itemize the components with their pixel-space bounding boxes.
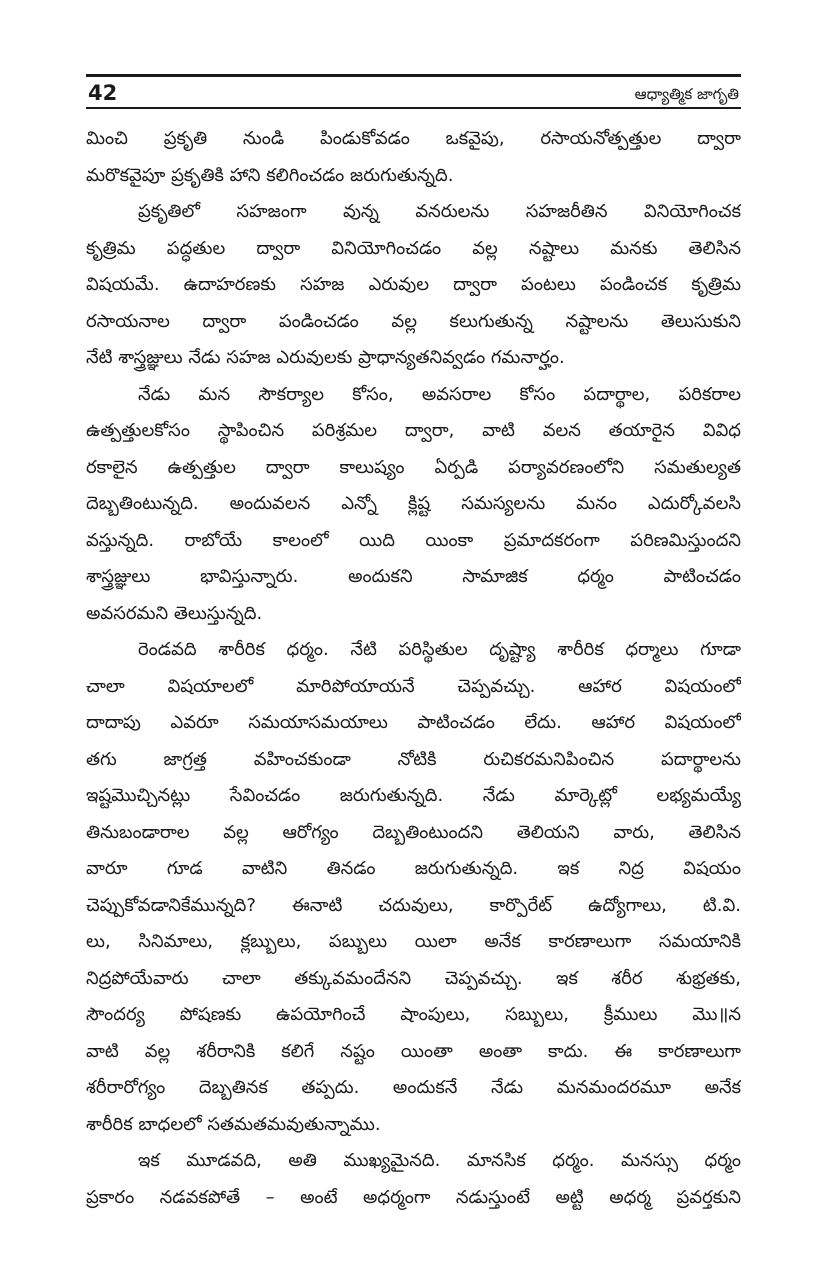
text-line: దాదాపు ఎవరూ సమయాసమయాలు పాటించడం లేదు. ఆహార విషయంలో [86, 712, 741, 733]
text-line: అవసరమని తెలుస్తున్నది. [86, 602, 263, 624]
text-line: నిద్రపోయేవారు చాలా తక్కువమందేనని చెప్పవచ్చు. ఇక శరీర శుభ్రతకు, [86, 967, 741, 989]
text-line: తినుబండారాల వల్ల ఆరోగ్యం దెబ్బతింటుందని తెలియని వారు, తెలిసిన [86, 821, 741, 843]
text-line: రకాలైన ఉత్పత్తుల ద్వారా కాలుష్యం ఏర్పడి పర్యావరణంలోని సమతుల్యత [86, 456, 741, 478]
text-line: వారూ గూడ వాటిని తినడం జరుగుతున్నది. ఇక నిద్ర విషయం [86, 858, 741, 879]
text-line: ఇష్టమొచ్చినట్లు సేవించడం జరుగుతున్నది. నేడు మార్కెట్లో లభ్యమయ్యే [86, 785, 741, 806]
text-line: తగు జాగ్రత్త వహించకుండా నోటికి రుచికరమనిపించిన పదార్థాలను [86, 748, 741, 770]
text-line: కృత్రిమ పద్ధతుల ద్వారా వినియోగించడం వల్ల నష్టాలు మనకు తెలిసిన [86, 237, 741, 259]
text-line: వస్తున్నది. రాబోయే కాలంలో యిది యింకా ప్రమాదకరంగా పరిణమిస్తుందని [86, 529, 741, 551]
text-line: ఇక మూడవది, అతి ముఖ్యమైనది. మానసిక ధర్మం. మనస్సు ధర్మం [138, 1150, 741, 1171]
text-line: ప్రకారం నడవకపోతే – అంటే అధర్మంగా నడుస్తుంటే అట్టి అధర్మ ప్రవర్తకుని [86, 1186, 741, 1208]
paragraph [86, 632, 741, 1143]
paragraph [86, 1143, 741, 1216]
page-number: 42 [88, 81, 118, 105]
text-line: రసాయనాల ద్వారా పండించడం వల్ల కలుగుతున్న నష్టాలను తెలుసుకుని [86, 310, 741, 332]
body-text [86, 121, 741, 1216]
paragraph [86, 194, 741, 377]
text-line: శారీరిక బాధలలో సతమతమవుతున్నాము. [86, 1113, 381, 1135]
text-line: రెండవది శారీరిక ధర్మం. నేటి పరిస్థితుల దృష్ట్యా శారీరిక ధర్మాలు గూడా [138, 639, 741, 660]
text-line: సౌందర్య పోషణకు ఉపయోగించే షాంపులు, సబ్బులు, క్రీములు మొ॥న [86, 1004, 741, 1025]
text-line: లు, సినిమాలు, క్లబ్బులు, పబ్బులు యిలా అనేక కారణాలుగా సమయానికి [86, 931, 741, 952]
text-line: వాటి వల్ల శరీరానికి కలిగే నష్టం యింతా అంతా కాదు. ఈ కారణాలుగా [86, 1040, 741, 1062]
text-line: విషయమే. ఉదాహరణకు సహజ ఎరువుల ద్వారా పంటలు పండించక కృత్రిమ [86, 274, 741, 295]
text-line: నేడు మన సౌకర్యాల కోసం, అవసరాల కోసం పదార్థాల, పరికరాల [138, 383, 741, 405]
text-line: చెప్పుకోవడానికేమున్నది? ఈనాటి చదువులు, కార్పొరేట్ ఉద్యోగాలు, టి.వి. [86, 894, 741, 916]
book-page [86, 74, 741, 1216]
text-line: శరీరారోగ్యం దెబ్బతినక తప్పదు. అందుకనే నేడు మనమందరమూ అనేక [86, 1077, 741, 1098]
paragraph [86, 121, 741, 194]
text-line: చాలా విషయాలలో మారిపోయాయనే చెప్పవచ్చు. ఆహార విషయంలో [86, 675, 741, 697]
text-line: ఉత్పత్తులకోసం స్థాపించిన పరిశ్రమల ద్వారా, వాటి వలన తయారైన వివిధ [86, 420, 741, 441]
running-title: ఆధ్యాత్మిక జాగృతి [634, 85, 739, 103]
text-line: మించి ప్రకృతి నుండి పిండుకోవడం ఒకవైపు, రసాయనోత్పత్తుల ద్వారా [86, 128, 741, 149]
text-line: మరొకవైపూ ప్రకృతికి హాని కలిగించడం జరుగుతున్నది. [86, 164, 454, 186]
text-line: ప్రకృతిలో సహజంగా వున్న వనరులను సహజరీతిన వినియోగించక [138, 201, 741, 222]
text-line: దెబ్బతింటున్నది. అందువలన ఎన్నో క్లిష్ట సమస్యలను మనం ఎదుర్కోవలసి [86, 493, 741, 514]
page-header [86, 74, 741, 109]
text-line: శాస్త్రజ్ఞులు భావిస్తున్నారు. అందుకని సామాజిక ధర్మం పాటించడం [86, 566, 741, 587]
paragraph [86, 377, 741, 633]
text-line: నేటి శాస్త్రజ్ఞులు నేడు సహజ ఎరువులకు ప్రాధాన్యతనివ్వడం గమనార్హం. [86, 347, 565, 368]
